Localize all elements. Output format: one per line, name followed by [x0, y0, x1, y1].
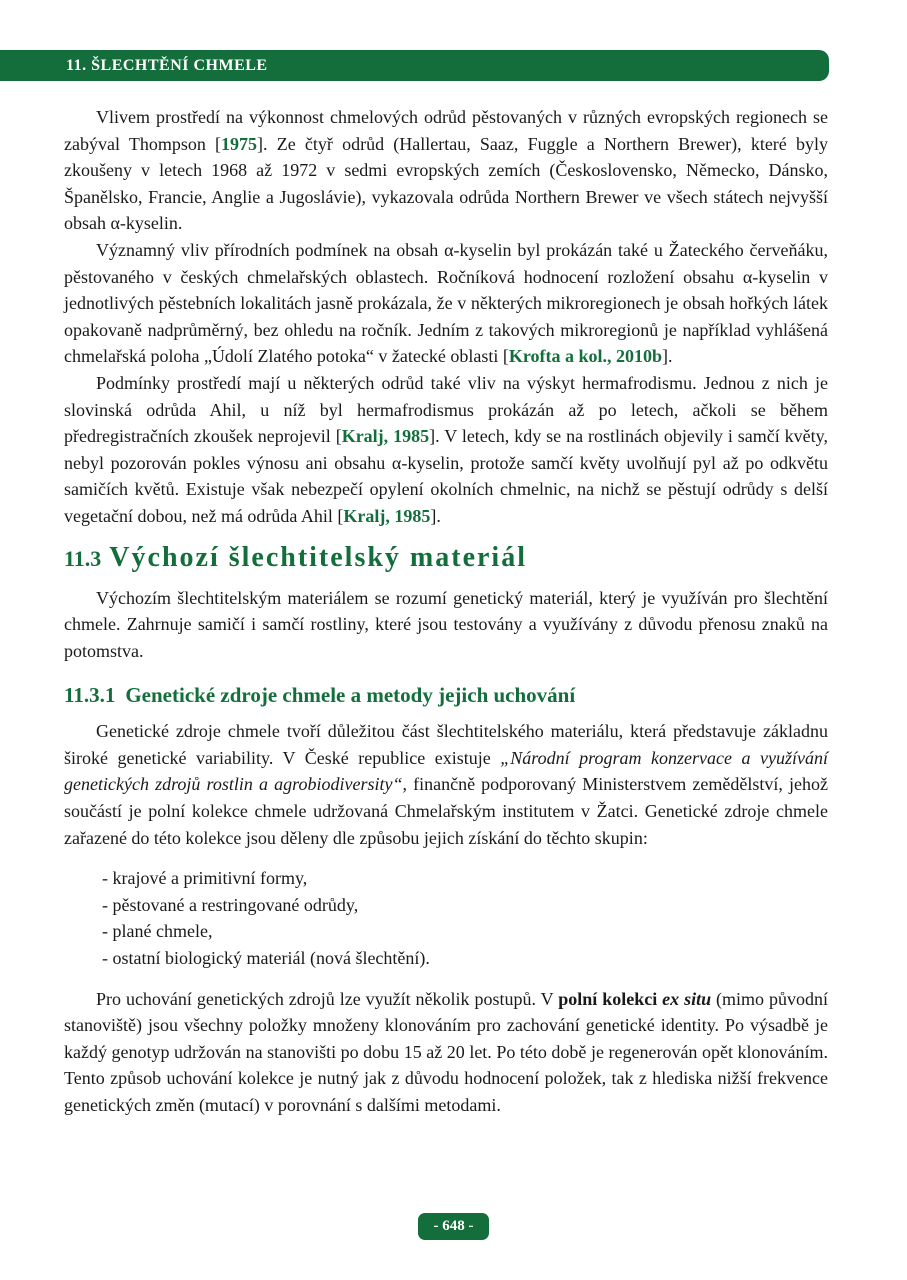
bold-term: polní kolekci — [558, 988, 663, 1009]
citation-link: Kralj, 1985 — [343, 505, 431, 526]
text: Vlivem prostředí na výkonnost chmelových odrůd pěstovaných v různých evropských regionech se zabýval Thompson [ — [64, 107, 828, 154]
section-heading — [64, 538, 828, 579]
list-item: - plané chmele, — [102, 918, 828, 945]
text: Podmínky prostředí mají u některých odrůd také vliv na výskyt hermafrodismu. Jednou z nich je slovinská odrůda Ahil, u níž byl hermafrodismus prokázán až po letech, ačkoli se během předregistračních zkoušek neprojevil [ — [64, 372, 828, 447]
paragraph-thompson — [64, 104, 828, 237]
text: Genetické zdroje chmele tvoří důležitou část šlechtitelského materiálu, která představuje základnu široké genetické variability. V České republice existuje — [64, 721, 828, 768]
text: (mimo původní stanoviště) jsou všechny položky množeny klonováním pro zachování genetické identity. Po výsadbě je každý genotyp udržován na stanovišti po dobu 15 až 20 let. Po této době je regenerován opět klonováním. Tento způsob uchování kolekce je nutný jak z důvodu hodnocení položek, tak z hlediska nižší frekvence genetických změn (mutací) v porovnání s dalšími metodami. — [64, 988, 828, 1115]
subsection-number: 11.3.1 — [64, 683, 116, 708]
paragraph-genetic-resources — [64, 718, 828, 851]
program-name: „Národní program konzervace a využívání genetických zdrojů rostlin a agrobiodiversity“ — [64, 747, 828, 795]
citation-link: 1975 — [221, 133, 258, 154]
resource-groups-list — [102, 865, 828, 971]
list-item: - krajové a primitivní formy, — [102, 865, 828, 892]
text: , finančně podporovaný Ministerstvem zemědělství, jehož součástí je polní kolekce chmele udržovaná Chmelařským institutem v Žatci. Genetické zdroje chmele zařazené do této kolekce jsou děleny dle způsobu jejich získání do těchto skupin: — [64, 774, 828, 848]
text: Pro uchování genetických zdrojů lze využít několik postupů. V — [96, 988, 559, 1009]
paragraph-zatec — [64, 237, 828, 370]
text: Významný vliv přírodních podmínek na obsah α-kyselin byl prokázán také u Žateckého červeňáku, pěstovaného v českých chmelařských oblastech. Ročníková hodnocení rozložení obsahu α-kyselin v jednotlivých pěstebních lokalitách jasně prokázala, že v některých mikroregionech je obsah hořkých látek opakovaně nadprůměrný, bez ohledu na ročník. Jedním z takových mikroregionů je například vyhlášená chmelařská poloha „Údolí Zlatého potoka“ v žatecké oblasti [ — [64, 239, 828, 367]
list-item: - pěstované a restringované odrůdy, — [102, 892, 828, 919]
section-number: 11.3 — [64, 545, 102, 571]
text: ]. — [662, 346, 673, 367]
list-item: - ostatní biologický materiál (nová šlechtění). — [102, 945, 828, 972]
citation-link: Krofta a kol., 2010b — [508, 346, 663, 367]
section-intro: Výchozím šlechtitelským materiálem se rozumí genetický materiál, který je využíván pro šlechtění chmele. Zahrnuje samičí i samčí rostliny, které jsou testovány a využívány z důvodu přenosu znaků na potomstva. — [64, 587, 828, 661]
bold-italic-term: ex situ — [662, 988, 712, 1009]
chapter-header-bar — [0, 50, 829, 81]
text: ]. Ze čtyř odrůd (Hallertau, Saaz, Fuggle a Northern Brewer), které byly zkoušeny v letech 1968 až 1972 v sedmi evropských zemích (Československo, Německo, Dánsko, Španělsko, Francie, Anglie a Jugoslávie), vykazovala odrůda Northern Brewer ve všech státech nejvyšší obsah α-kyselin. — [64, 133, 828, 234]
paragraph-preservation — [64, 986, 828, 1119]
citation-link: Kralj, 1985 — [341, 426, 430, 447]
page-number-badge: - 648 - — [418, 1213, 489, 1240]
subsection-heading — [64, 680, 828, 710]
paragraph-hermaphroditism — [64, 370, 828, 530]
subsection-title: Genetické zdroje chmele a metody jejich uchování — [125, 683, 576, 708]
page-content — [64, 104, 828, 1119]
text: ]. — [430, 505, 441, 526]
chapter-title: 11. ŠLECHTĚNÍ CHMELE — [66, 57, 268, 74]
text: ]. V letech, kdy se na rostlinách objevily i samčí květy, nebyl pozorován pokles výnosu ani obsahu α-kyselin, protože samčí květy uvolňují pyl až po odkvětu samičích květů. Existuje však nebezpečí opylení okolních chmelnic, na nichž se pěstují odrůdy s delší vegetační dobou, než má odrůda Ahil [ — [64, 426, 828, 526]
section-title: Výchozí šlechtitelský materiál — [109, 541, 527, 573]
